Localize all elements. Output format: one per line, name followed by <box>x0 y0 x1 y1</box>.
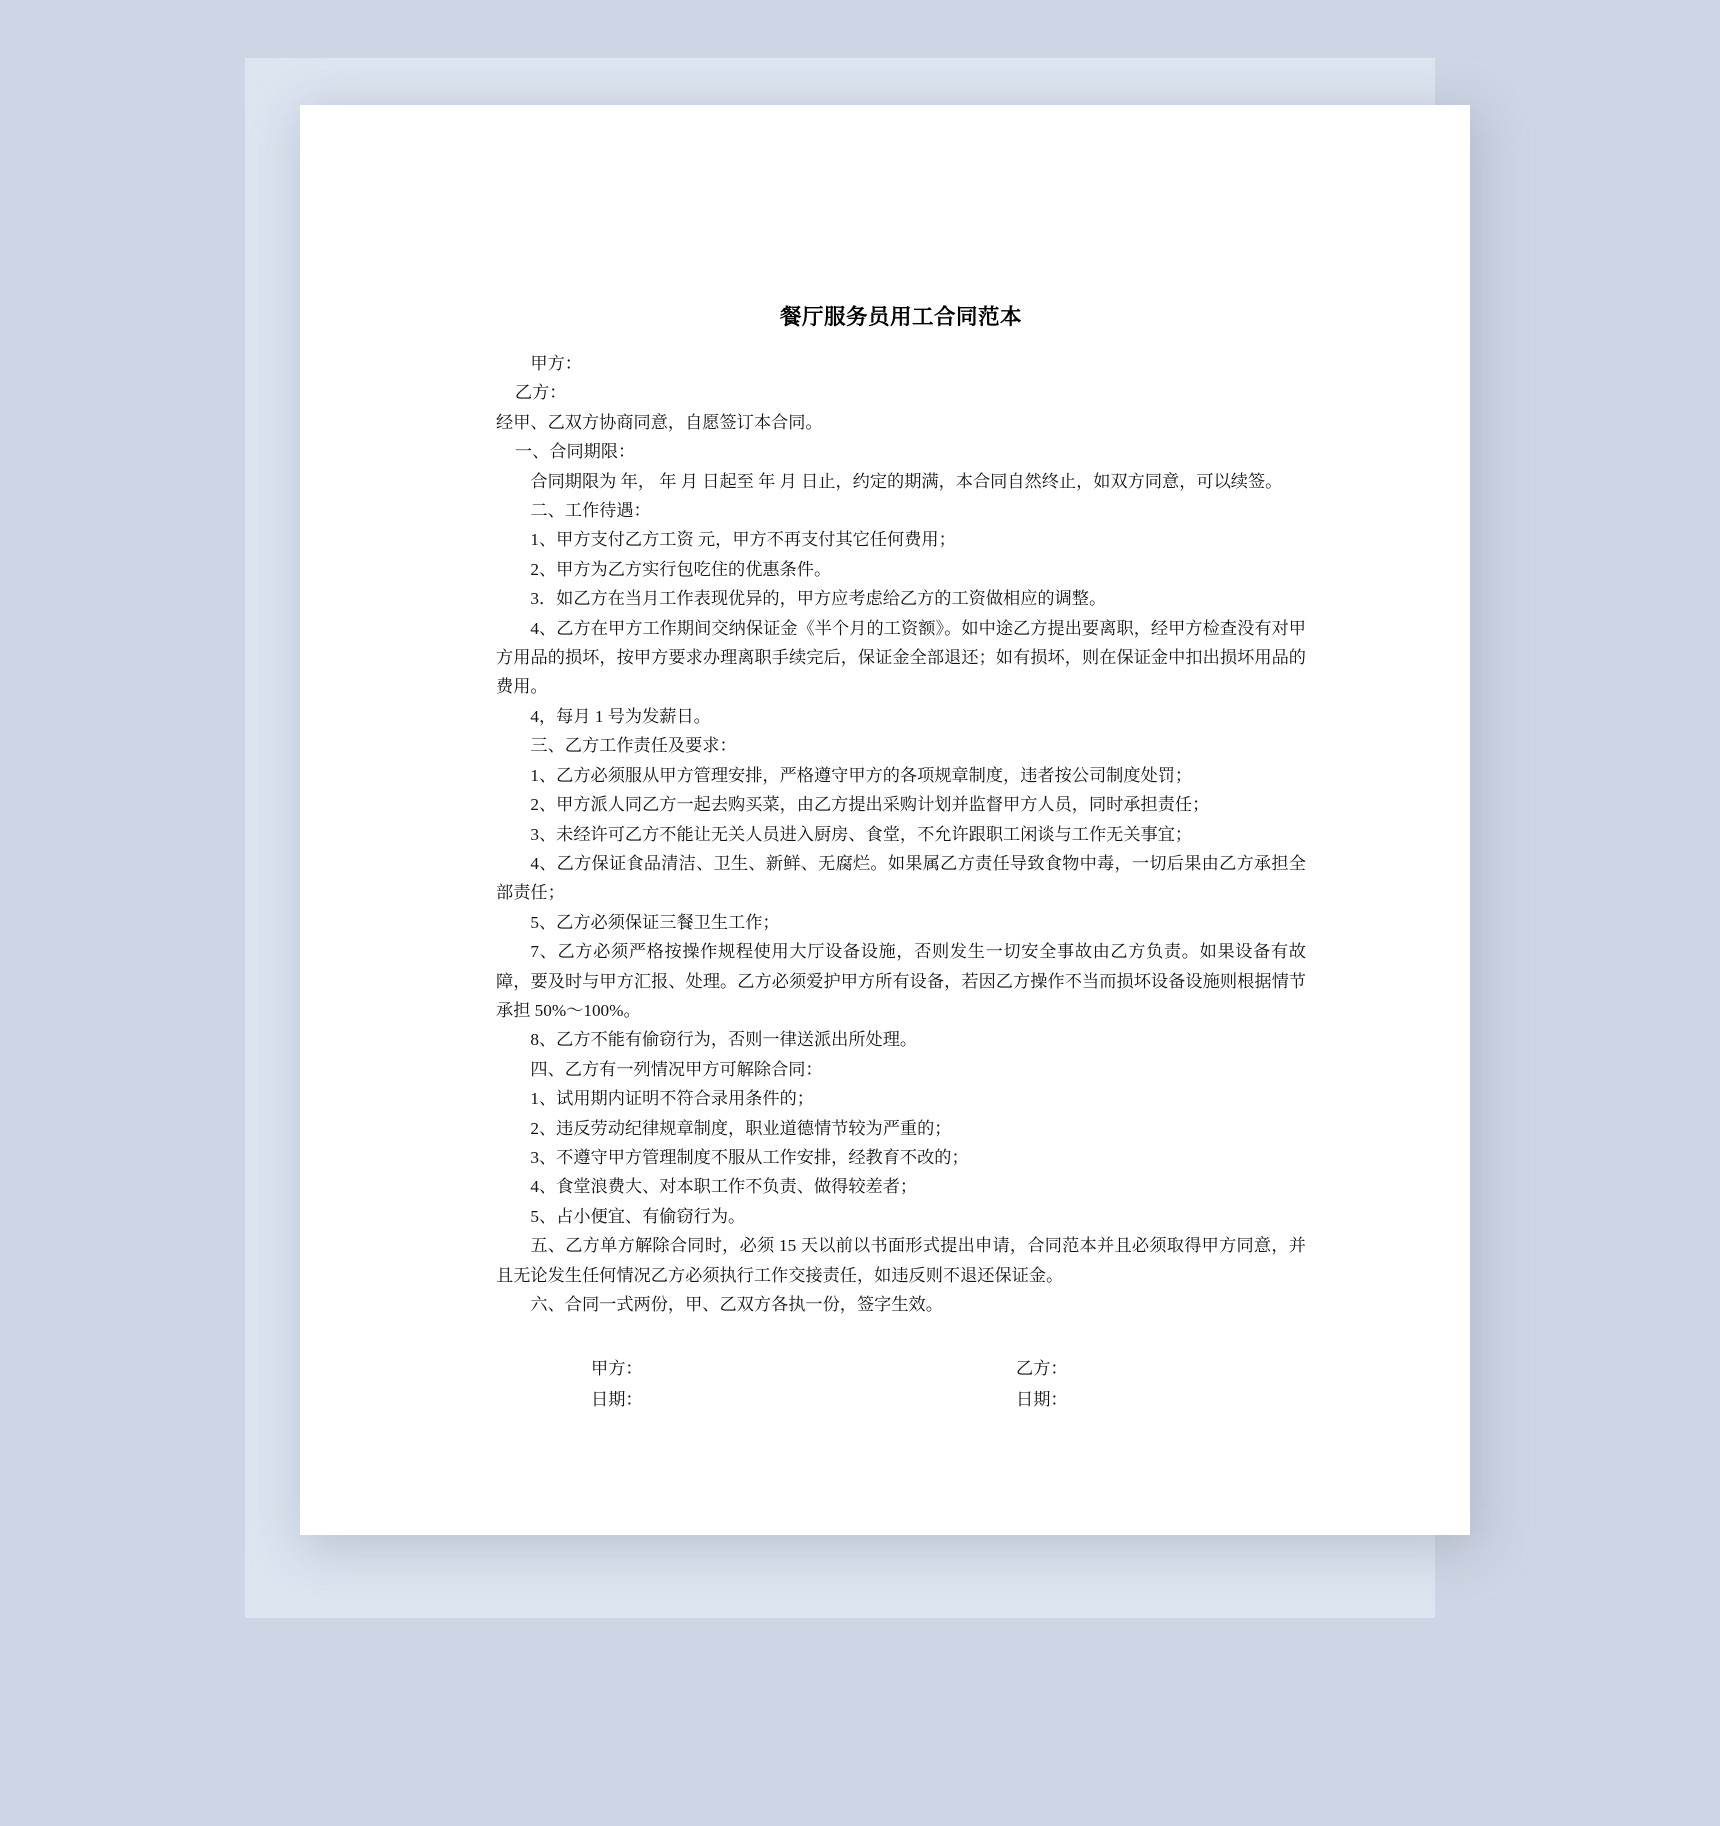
section-2-paragraph-1: 1、甲方支付乙方工资 元，甲方不再支付其它任何费用； <box>530 530 956 550</box>
page-title: 餐厅服务员用工合同范本 <box>779 305 1022 329</box>
section-4-paragraph-2: 2、违反劳动纪律规章制度，职业道德情节较为严重的； <box>530 1118 952 1138</box>
signature-party-a-date-label: 日期： <box>591 1390 643 1410</box>
section-2-paragraph-5: 4，每月 1 号为发薪日。 <box>530 706 711 726</box>
section-heading-1: 一、合同期限： <box>514 442 636 462</box>
section-4-paragraph-4: 4、食堂浪费大、对本职工作不负责、做得较差者； <box>530 1177 918 1197</box>
party-a-line: 甲方： <box>530 354 582 373</box>
section-3-paragraph-7: 8、乙方不能有偷窃行为，否则一律送派出所处理。 <box>530 1030 918 1050</box>
section-2-paragraph-2: 2、甲方为乙方实行包吃住的优惠条件。 <box>530 559 832 579</box>
signature-party-a-label: 甲方： <box>591 1359 643 1379</box>
signature-party-b-label: 乙方： <box>1016 1359 1068 1379</box>
section-3-paragraph-3: 3、未经许可乙方不能让无关人员进入厨房、食堂，不允许跟职工闲谈与工作无关事宜； <box>530 824 1193 844</box>
document-body <box>496 300 1306 1415</box>
section-3-paragraph-2: 2、甲方派人同乙方一起去购买菜，由乙方提出采购计划并监督甲方人员，同时承担责任； <box>530 795 1210 815</box>
signature-column-party-b <box>901 1353 1306 1415</box>
section-4-paragraph-3: 3、不遵守甲方管理制度不服从工作安排，经教育不改的； <box>530 1147 969 1167</box>
section-heading-4: 四、乙方有一列情况甲方可解除合同： <box>530 1059 823 1079</box>
signature-column-party-a <box>496 1353 901 1415</box>
signature-block <box>496 1353 1306 1415</box>
section-3-paragraph-6: 7、乙方必须严格按操作规程使用大厅设备设施，否则发生一切安全事故由乙方负责。如果设备有故障，要及时与甲方汇报、处理。乙方必须爱护甲方所有设备，若因乙方操作不当而损坏设备设施则根据情节承担 50%～100%。 <box>496 942 1306 1020</box>
section-1-paragraph-1: 合同期限为 年， 年 月 日起至 年 月 日止，约定的期满，本合同自然终止，如双方同意，可以续签。 <box>530 471 1283 491</box>
section-3-paragraph-5: 5、乙方必须保证三餐卫生工作； <box>530 912 780 932</box>
section-3-paragraph-4: 4、乙方保证食品清洁、卫生、新鲜、无腐烂。如果属乙方责任导致食物中毒，一切后果由乙方承担全部责任； <box>496 853 1306 903</box>
section-3-paragraph-1: 1、乙方必须服从甲方管理安排，严格遵守甲方的各项规章制度，违者按公司制度处罚； <box>530 765 1193 785</box>
party-b-line: 乙方： <box>514 383 567 403</box>
section-heading-2: 二、工作待遇： <box>530 501 651 521</box>
intro-paragraph: 经甲、乙双方协商同意，自愿签订本合同。 <box>496 412 823 432</box>
section-4-paragraph-5: 5、占小便宜、有偷窃行为。 <box>530 1206 746 1226</box>
section-5-paragraph: 五、乙方单方解除合同时，必须 15 天以前以书面形式提出申请，合同范本并且必须取得甲方同意，并且无论发生任何情况乙方必须执行工作交接责任，如违反则不退还保证金。 <box>496 1236 1306 1285</box>
section-6-paragraph: 六、合同一式两份，甲、乙双方各执一份，签字生效。 <box>530 1295 943 1314</box>
document-page <box>300 105 1470 1535</box>
signature-party-b-date-label: 日期： <box>1016 1390 1068 1410</box>
section-4-paragraph-1: 1、试用期内证明不符合录用条件的； <box>530 1089 814 1109</box>
section-2-paragraph-3: 3．如乙方在当月工作表现优异的，甲方应考虑给乙方的工资做相应的调整。 <box>530 589 1107 609</box>
section-2-paragraph-4: 4、乙方在甲方工作期间交纳保证金《半个月的工资额》。如中途乙方提出要离职，经甲方检查没有对甲方用品的损坏，按甲方要求办理离职手续完后，保证金全部退还；如有损坏，则在保证金中扣出损坏用品的费用。 <box>496 618 1306 697</box>
section-heading-3: 三、乙方工作责任及要求： <box>530 736 737 756</box>
